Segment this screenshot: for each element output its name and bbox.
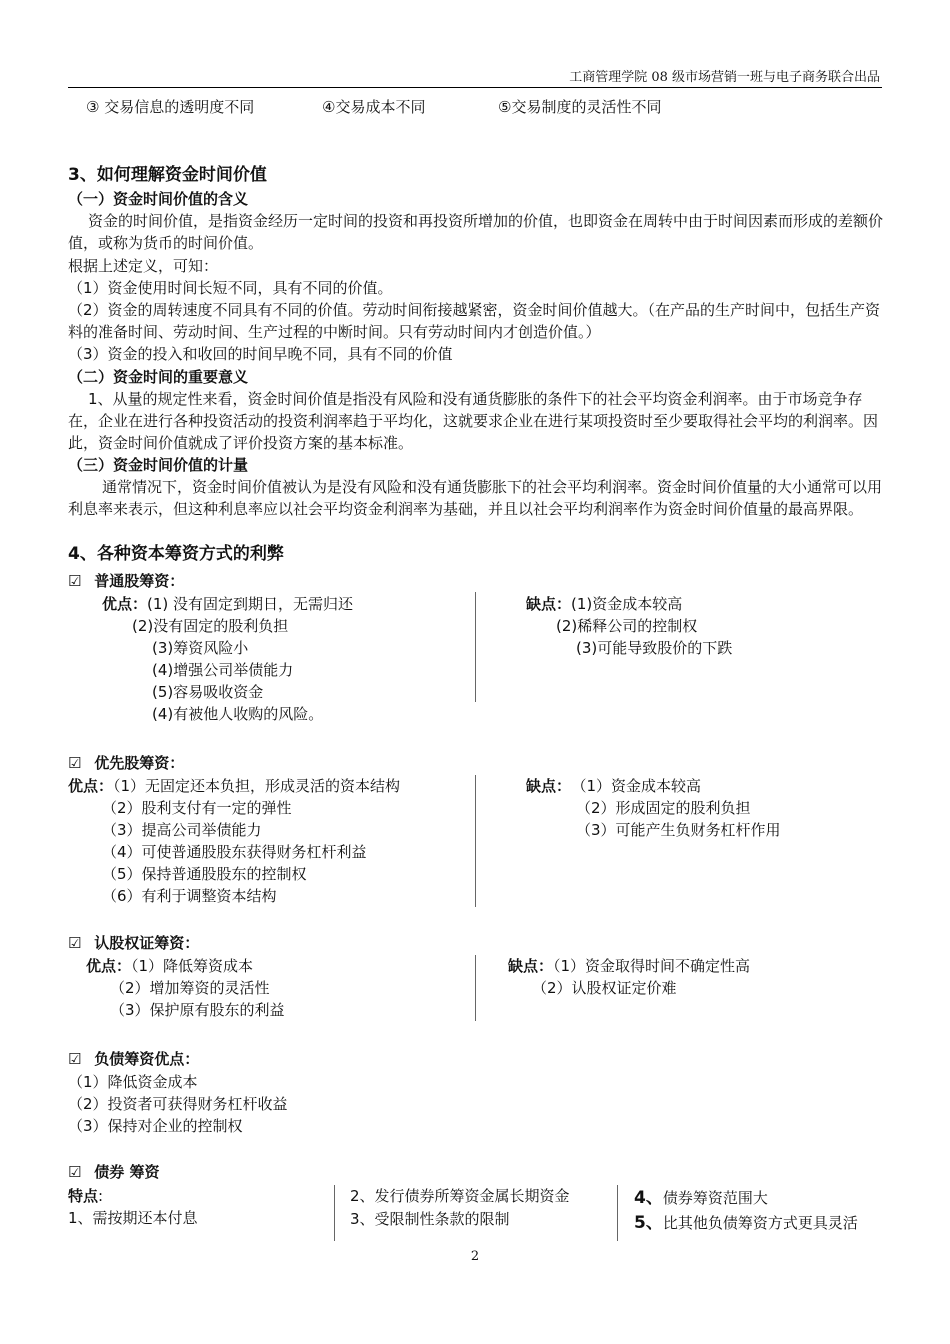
common-divider: [475, 592, 476, 702]
bond-feature-4-number: 4、: [634, 1188, 663, 1208]
checkbox-icon: ☑: [68, 934, 82, 952]
common-cons-label: 缺点：: [526, 595, 572, 613]
warrant-pro-1: （1）降低筹资成本: [131, 957, 254, 975]
warrant-pros-label: 优点：: [86, 957, 132, 975]
preferred-pro-5: （5）保持普通股股东的控制权: [102, 865, 307, 883]
common-pro-2: (2)没有固定的股利负担: [132, 617, 289, 635]
common-pro-6: (4)有被他人收购的风险。: [152, 705, 324, 723]
warrant-pro-2: （2）增加筹资的灵活性: [110, 979, 270, 997]
section-3-sub1: （一）资金时间价值的含义: [68, 190, 249, 208]
bond-feature-3: 3、受限制性条款的限制: [350, 1210, 510, 1228]
preferred-stock-heading: [68, 752, 184, 774]
common-stock-heading: [68, 570, 184, 592]
warrant-pros-line-1: [86, 955, 253, 977]
preferred-pros-line-1: [68, 775, 400, 797]
header-rule: [68, 87, 882, 88]
warrant-cons-label: 缺点：: [508, 957, 554, 975]
section-4-title: 4、各种资本筹资方式的利弊: [68, 544, 284, 564]
common-cons-line-1: [526, 593, 682, 615]
bond-feature-4-text: 债券筹资范围大: [662, 1189, 768, 1207]
checkbox-icon: ☑: [68, 754, 82, 772]
warrant-heading: [68, 932, 199, 954]
section-3-title: 3、如何理解资金时间价值: [68, 165, 267, 185]
common-con-2: (2)稀释公司的控制权: [556, 617, 698, 635]
top-item-1: ③ 交易信息的透明度不同: [86, 98, 255, 116]
warrant-con-2: （2）认股权证定价难: [532, 979, 677, 997]
preferred-pro-1: （1）无固定还本负担，形成灵活的资本结构: [113, 777, 401, 795]
preferred-cons-line-1: [526, 775, 701, 797]
section-3-sub3: （三）资金时间价值的计量: [68, 456, 249, 474]
common-pro-5: (5)容易吸收资金: [152, 683, 264, 701]
debt-title: 负债筹资优点：: [94, 1050, 200, 1068]
debt-heading: [68, 1048, 199, 1070]
bond-feature-heading: [68, 1185, 103, 1207]
preferred-pros-label: 优点：: [68, 777, 114, 795]
section-3-list-3: （3）资金的投入和收回的时间早晚不同，具有不同的价值: [68, 345, 453, 363]
page-header: 工商管理学院 08 级市场营销一班与电子商务联合出品: [569, 70, 880, 85]
common-con-1: (1)资金成本较高: [571, 595, 683, 613]
common-pro-4: (4)增强公司举债能力: [152, 661, 294, 679]
warrant-con-1: （1）资金取得时间不确定性高: [553, 957, 751, 975]
bond-title: 债券 筹资: [94, 1163, 160, 1181]
section-3-list-1: （1）资金使用时间长短不同，具有不同的价值。: [68, 279, 393, 297]
warrant-cons-line-1: [508, 955, 750, 977]
preferred-stock-title: 优先股筹资：: [94, 754, 185, 772]
bond-feature-5-text: 比其他负债筹资方式更具灵活: [662, 1214, 858, 1232]
bond-feature-5: [634, 1212, 858, 1234]
bond-feature-4: [634, 1187, 768, 1209]
common-pro-1: (1) 没有固定到期日，无需归还: [147, 595, 354, 613]
preferred-con-3: （3）可能产生负财务杠杆作用: [576, 821, 781, 839]
bond-feature-5-number: 5、: [634, 1213, 663, 1233]
preferred-divider: [475, 775, 476, 907]
top-item-2: ④交易成本不同: [322, 98, 426, 116]
common-stock-title: 普通股筹资：: [94, 572, 185, 590]
page-number: 2: [470, 1249, 480, 1264]
bond-feature-label: 特点: [68, 1187, 99, 1205]
checkbox-icon: ☑: [68, 1050, 82, 1068]
bond-divider-2: [617, 1185, 618, 1241]
checkbox-icon: ☑: [68, 1163, 82, 1181]
debt-item-3: （3）保持对企业的控制权: [68, 1117, 243, 1135]
warrant-divider: [475, 955, 476, 1021]
section-3-sub2: （二）资金时间的重要意义: [68, 368, 249, 386]
section-3-para1: 资金的时间价值，是指资金经历一定时间的投资和再投资所增加的价值，也即资金在周转中由于时间因素而形成的差额价值，或称为货币的时间价值。: [68, 212, 884, 252]
preferred-pro-6: （6）有利于调整资本结构: [102, 887, 277, 905]
bond-heading: [68, 1161, 159, 1183]
preferred-pro-3: （3）提高公司举债能力: [102, 821, 262, 839]
section-3-para3: 1、从量的规定性来看，资金时间价值是指没有风险和没有通货膨胀的条件下的社会平均资金利润率。由于市场竞争存在，企业在进行各种投资活动的投资利润率趋于平均化，这就要求企业在进行某项投资时至少要取得社会平均的利润率。因此，资金时间价值就成了评价投资方案的基本标准。: [68, 390, 879, 452]
warrant-pro-3: （3）保护原有股东的利益: [110, 1001, 285, 1019]
debt-item-1: （1）降低资金成本: [68, 1073, 198, 1091]
preferred-pro-2: （2）股利支付有一定的弹性: [102, 799, 292, 817]
preferred-pro-4: （4）可使普通股股东获得财务杠杆利益: [102, 843, 367, 861]
preferred-cons-label: 缺点：: [526, 777, 572, 795]
common-pros-label: 优点：: [102, 595, 148, 613]
section-3-para2: 根据上述定义，可知：: [68, 257, 219, 275]
top-item-3: ⑤交易制度的灵活性不同: [498, 98, 662, 116]
common-pros-line-1: [102, 593, 353, 615]
common-con-3: (3)可能导致股价的下跌: [576, 639, 733, 657]
preferred-con-1: （1）资金成本较高: [579, 777, 702, 795]
section-3-list-2: （2）资金的周转速度不同具有不同的价值。劳动时间衔接越紧密，资金时间价值越大。（在产品的生产时间中，包括生产资料的准备时间、劳动时间、生产过程的中断时间。只有劳动时间内才创造价值。）: [68, 301, 881, 341]
bond-feature-2: 2、发行债券所筹资金属长期资金: [350, 1187, 570, 1205]
warrant-title: 认股权证筹资：: [94, 934, 200, 952]
bond-feature-1: 1、需按期还本付息: [68, 1209, 198, 1227]
bond-divider-1: [334, 1185, 335, 1241]
common-pro-3: (3)筹资风险小: [152, 639, 249, 657]
debt-item-2: （2）投资者可获得财务杠杆收益: [68, 1095, 288, 1113]
bond-feature-colon: :: [98, 1187, 104, 1205]
checkbox-icon: ☑: [68, 572, 82, 590]
section-3-para4: 通常情况下，资金时间价值被认为是没有风险和没有通货膨胀下的社会平均利润率。资金时间价值量的大小通常可以用利息率来表示，但这种利息率应以社会平均资金利润率为基础，并且以社会平均利润率作为资金时间价值量的最高界限。: [68, 478, 883, 518]
preferred-con-2: （2）形成固定的股利负担: [576, 799, 751, 817]
